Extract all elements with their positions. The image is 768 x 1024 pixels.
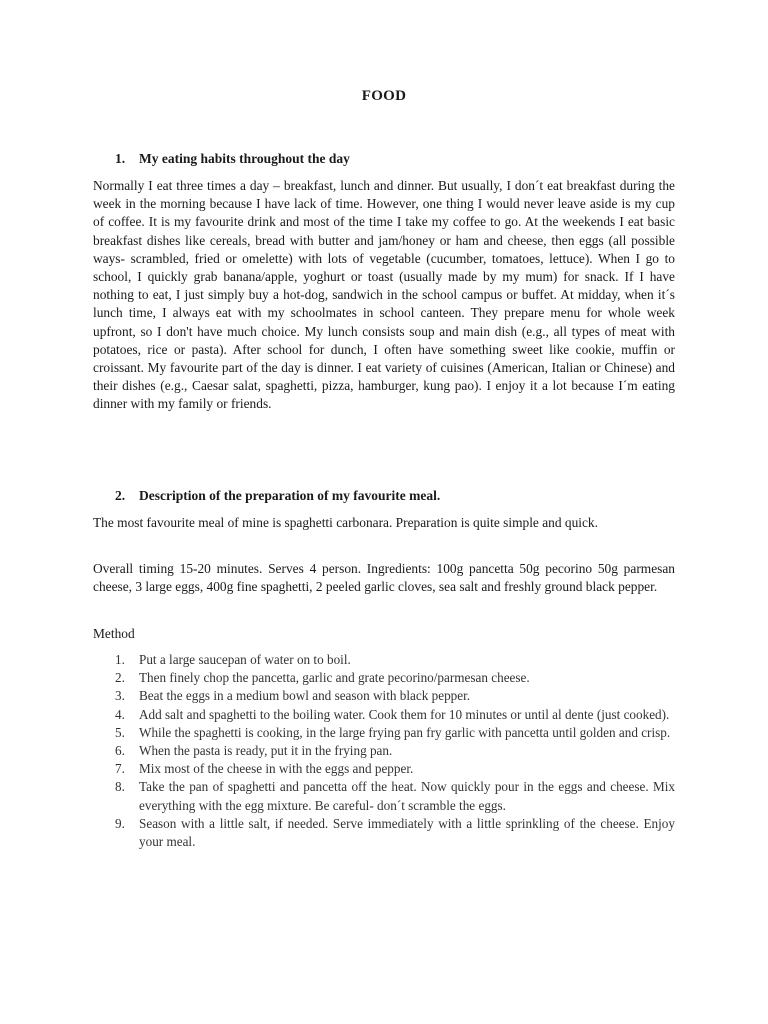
- list-item: [93, 687, 675, 705]
- step-number: 5.: [115, 724, 125, 740]
- list-item: [93, 778, 675, 814]
- step-text: Mix most of the cheese in with the eggs and pepper.: [139, 761, 414, 777]
- section-1-number: 1.: [115, 151, 126, 166]
- list-item: [93, 651, 675, 669]
- step-text: Take the pan of spaghetti and pancetta off the heat. Now quickly pour in the eggs and cheese. Mix everything with the egg mixture. Be careful- don´t scramble the eggs.: [139, 779, 675, 813]
- list-item: [93, 724, 675, 742]
- step-number: 7.: [115, 761, 125, 777]
- section-2-ingredients: Overall timing 15-20 minutes. Serves 4 person. Ingredients: 100g pancetta 50g pecorino 50g parmesan cheese, 3 large eggs, 400g fine spaghetti, 2 peeled garlic cloves, sea salt and freshly ground black pepper.: [93, 561, 675, 595]
- step-number: 3.: [115, 688, 125, 704]
- method-steps-list: [93, 651, 675, 851]
- step-text: Season with a little salt, if needed. Serve immediately with a little sprinkling of the cheese. Enjoy your meal.: [139, 815, 675, 850]
- list-item: [93, 815, 675, 851]
- section-2-intro: The most favourite meal of mine is spaghetti carbonara. Preparation is quite simple and quick.: [93, 515, 598, 530]
- step-number: 1.: [115, 652, 125, 667]
- step-number: 2.: [115, 670, 125, 686]
- section-1-title: My eating habits throughout the day: [139, 151, 350, 166]
- step-number: 6.: [115, 743, 125, 759]
- step-number: 8.: [115, 779, 125, 795]
- step-text: When the pasta is ready, put it in the frying pan.: [139, 743, 393, 759]
- step-number: 9.: [115, 815, 125, 831]
- section-2-title: Description of the preparation of my favourite meal.: [139, 488, 441, 503]
- section-2-heading: [115, 487, 440, 505]
- list-item: [93, 742, 675, 760]
- step-text: While the spaghetti is cooking, in the large frying pan fry garlic with pancetta until golden and crisp.: [139, 724, 671, 740]
- document-title: FOOD: [361, 88, 407, 104]
- step-text: Add salt and spaghetti to the boiling water. Cook them for 10 minutes or until al dente (just cooked).: [139, 706, 670, 722]
- section-2-number: 2.: [115, 488, 126, 503]
- section-1-body: Normally I eat three times a day – breakfast, lunch and dinner. But usually, I don´t eat breakfast during the week in the morning because I have lack of time. However, one thing I would never leave aside is my cup of coffee. It is my favourite drink and most of the time I take my coffee to go. At the weekends I eat basic breakfast dishes like cereals, bread with butter and jam/honey or ham and cheese, then eggs (all possible ways- scrambled, fried or omelette) with lots of vegetable (cucumber, tomatoes, lettuce). When I go to school, I quickly grab banana/apple, yoghurt or toast (usually made by my mum) for snack. If I have nothing to eat, I just simply buy a hot-dog, sandwich in the school campus or buffet. At midday, when it´s lunch time, I always eat with my schoolmates in school canteen. They prepare menu for whole week upfront, so I don't have much choice. My lunch consists soup and main dish (e.g., all types of meat with potatoes, rice or pasta). After school for dunch, I often have something sweet like cookie, muffin or croissant. My favourite part of the day is dinner. I eat variety of cuisines (American, Italian or Chinese) and their dishes (e.g., Caesar salat, spaghetti, pizza, hamburger, kung pao). I enjoy it a lot because I´m eating dinner with my family or friends.: [93, 178, 675, 412]
- step-text: Then finely chop the pancetta, garlic and grate pecorino/parmesan cheese.: [139, 670, 530, 686]
- list-item: [93, 760, 675, 778]
- step-text: Put a large saucepan of water on to boil.: [139, 652, 351, 667]
- list-item: [93, 706, 675, 724]
- section-1-heading: [115, 150, 350, 168]
- list-item: [93, 669, 675, 687]
- method-label: Method: [93, 626, 135, 641]
- step-number: 4.: [115, 706, 125, 722]
- step-text: Beat the eggs in a medium bowl and season with black pepper.: [139, 688, 471, 704]
